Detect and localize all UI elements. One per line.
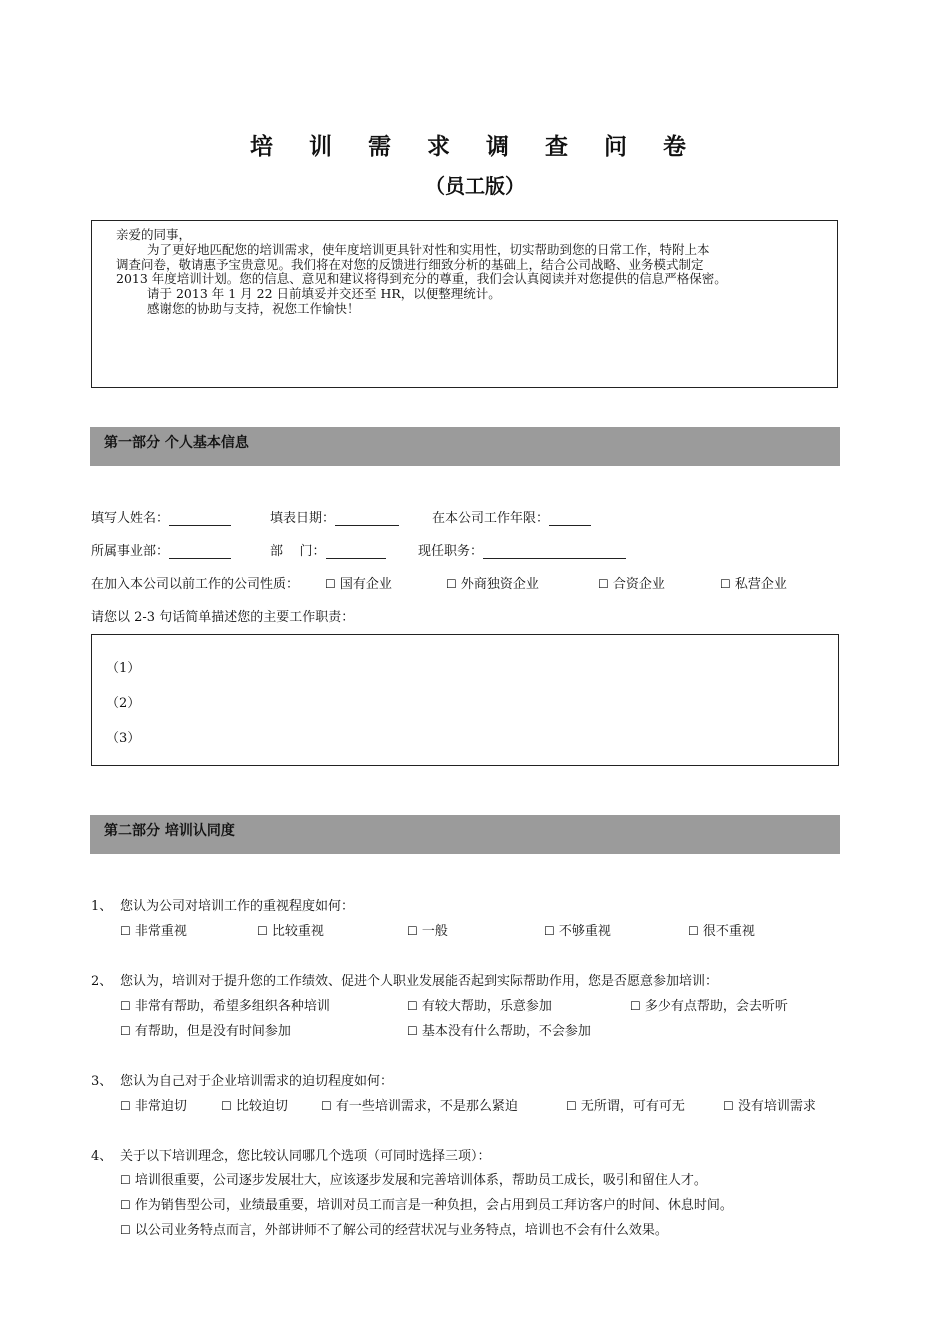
checkbox-icon[interactable]: ☐ — [544, 924, 555, 938]
page-subtitle: （员工版） — [425, 174, 525, 198]
division-field-group — [91, 540, 231, 559]
duties-box[interactable] — [91, 634, 839, 766]
intro-box — [91, 220, 838, 388]
checkbox-icon[interactable]: ☐ — [407, 924, 418, 938]
question-text: 您认为自己对于企业培训需求的迫切程度如何： — [120, 1074, 394, 1089]
answer-option[interactable]: ☐ 没有培训需求 — [723, 1099, 816, 1114]
answer-option[interactable]: ☐ 非常有帮助，希望多组织各种培训 — [120, 999, 330, 1014]
question-number: 2、 — [91, 974, 113, 989]
date-input[interactable] — [335, 511, 399, 526]
duty-item: （1） — [106, 661, 141, 676]
answer-option[interactable]: ☐ 基本没有什么帮助，不会参加 — [407, 1024, 591, 1039]
company-type-option[interactable]: ☐ 合资企业 — [598, 577, 665, 592]
question-text: 您认为公司对培训工作的重视程度如何： — [120, 899, 355, 914]
name-input[interactable] — [169, 511, 231, 526]
company-type-option[interactable]: ☐ 国有企业 — [325, 577, 392, 592]
intro-p1-line1: 为了更好地匹配您的培训需求，使年度培训更具针对性和实用性，切实帮助到您的日常工作，特附上本 — [147, 242, 710, 257]
dept-label: 部 门： — [270, 544, 326, 559]
checkbox-icon[interactable]: ☐ — [221, 1099, 232, 1113]
checkbox-icon[interactable]: ☐ — [120, 1198, 131, 1212]
checkbox-icon[interactable]: ☐ — [120, 1223, 131, 1237]
date-label: 填表日期： — [270, 511, 336, 526]
answer-option[interactable]: ☐ 有一些培训需求，不是那么紧迫 — [321, 1099, 518, 1114]
duties-label: 请您以 2-3 句话简单描述您的主要工作职责： — [91, 610, 355, 625]
checkbox-icon[interactable]: ☐ — [407, 999, 418, 1013]
checkbox-icon[interactable]: ☐ — [120, 1099, 131, 1113]
checkbox-icon[interactable]: ☐ — [723, 1099, 734, 1113]
question-text: 关于以下培训理念，您比较认同哪几个选项（可同时选择三项）： — [120, 1149, 491, 1164]
answer-option[interactable]: ☐ 不够重视 — [544, 924, 611, 939]
checkbox-icon[interactable]: ☐ — [407, 1024, 418, 1038]
checkbox-icon[interactable]: ☐ — [120, 1173, 131, 1187]
answer-option[interactable]: ☐ 有帮助，但是没有时间参加 — [120, 1024, 291, 1039]
years-label: 在本公司工作年限： — [432, 511, 550, 526]
checkbox-icon[interactable]: ☐ — [566, 1099, 577, 1113]
answer-option[interactable]: ☐ 比较重视 — [257, 924, 324, 939]
answer-option[interactable]: ☐ 培训很重要，公司逐步发展壮大，应该逐步发展和完善培训体系，帮助员工成长，吸引和留住人才。 — [120, 1173, 707, 1188]
intro-p2: 请于 2013 年 1 月 22 日前填妥并交还至 HR，以便整理统计。 — [147, 286, 501, 301]
question-text: 您认为，培训对于提升您的工作绩效、促进个人职业发展能否起到实际帮助作用，您是否愿意参加培训： — [120, 974, 719, 989]
intro-p1-line3: 2013 年度培训计划。您的信息、意见和建议将得到充分的尊重，我们会认真阅读并对您提供的信息严格保密。 — [116, 271, 727, 286]
question-number: 3、 — [91, 1074, 113, 1089]
dept-field-group — [270, 540, 386, 559]
company-type-label: 在加入本公司以前工作的公司性质： — [91, 577, 300, 592]
name-field-group — [91, 507, 231, 526]
checkbox-icon[interactable]: ☐ — [120, 924, 131, 938]
intro-p1-line2: 调查问卷，敬请惠予宝贵意见。我们将在对您的反馈进行细致分析的基础上，结合公司战略、业务模式制定 — [116, 257, 704, 272]
company-type-option[interactable]: ☐ 外商独资企业 — [446, 577, 539, 592]
answer-option[interactable]: ☐ 非常迫切 — [120, 1099, 187, 1114]
intro-greeting: 亲爱的同事， — [116, 227, 192, 242]
years-input[interactable] — [549, 511, 591, 526]
company-type-option[interactable]: ☐ 私营企业 — [720, 577, 787, 592]
division-label: 所属事业部： — [91, 544, 170, 559]
dept-input[interactable] — [326, 544, 386, 559]
name-label: 填写人姓名： — [91, 511, 170, 526]
answer-option[interactable]: ☐ 很不重视 — [688, 924, 755, 939]
answer-option[interactable]: ☐ 多少有点帮助，会去听听 — [630, 999, 788, 1014]
answer-option[interactable]: ☐ 比较迫切 — [221, 1099, 288, 1114]
answer-option[interactable]: ☐ 以公司业务特点而言，外部讲师不了解公司的经营状况与业务特点，培训也不会有什么效果。 — [120, 1223, 668, 1238]
position-input[interactable] — [483, 544, 626, 559]
duty-item: （3） — [106, 731, 141, 746]
position-label: 现任职务： — [418, 544, 484, 559]
duty-item: （2） — [106, 696, 141, 711]
answer-option[interactable]: ☐ 非常重视 — [120, 924, 187, 939]
checkbox-icon[interactable]: ☐ — [257, 924, 268, 938]
section1-header: 第一部分 个人基本信息 — [90, 427, 840, 466]
checkbox-icon[interactable]: ☐ — [325, 577, 336, 591]
checkbox-icon[interactable]: ☐ — [446, 577, 457, 591]
answer-option[interactable]: ☐ 有较大帮助，乐意参加 — [407, 999, 552, 1014]
years-field-group — [432, 507, 591, 526]
page-title: 培 训 需 求 调 查 问 卷 — [249, 133, 701, 160]
checkbox-icon[interactable]: ☐ — [321, 1099, 332, 1113]
answer-option[interactable]: ☐ 无所谓，可有可无 — [566, 1099, 685, 1114]
checkbox-icon[interactable]: ☐ — [688, 924, 699, 938]
checkbox-icon[interactable]: ☐ — [720, 577, 731, 591]
checkbox-icon[interactable]: ☐ — [120, 1024, 131, 1038]
question-number: 4、 — [91, 1149, 113, 1164]
checkbox-icon[interactable]: ☐ — [120, 999, 131, 1013]
date-field-group — [270, 507, 399, 526]
checkbox-icon[interactable]: ☐ — [598, 577, 609, 591]
answer-option[interactable]: ☐ 一般 — [407, 924, 448, 939]
answer-option[interactable]: ☐ 作为销售型公司，业绩最重要，培训对员工而言是一种负担，会占用到员工拜访客户的时间、休息时间。 — [120, 1198, 733, 1213]
intro-p3: 感谢您的协助与支持，祝您工作愉快！ — [147, 301, 360, 316]
checkbox-icon[interactable]: ☐ — [630, 999, 641, 1013]
division-input[interactable] — [169, 544, 231, 559]
position-field-group — [418, 540, 626, 559]
section2-header: 第二部分 培训认同度 — [90, 815, 840, 854]
question-number: 1、 — [91, 899, 113, 914]
